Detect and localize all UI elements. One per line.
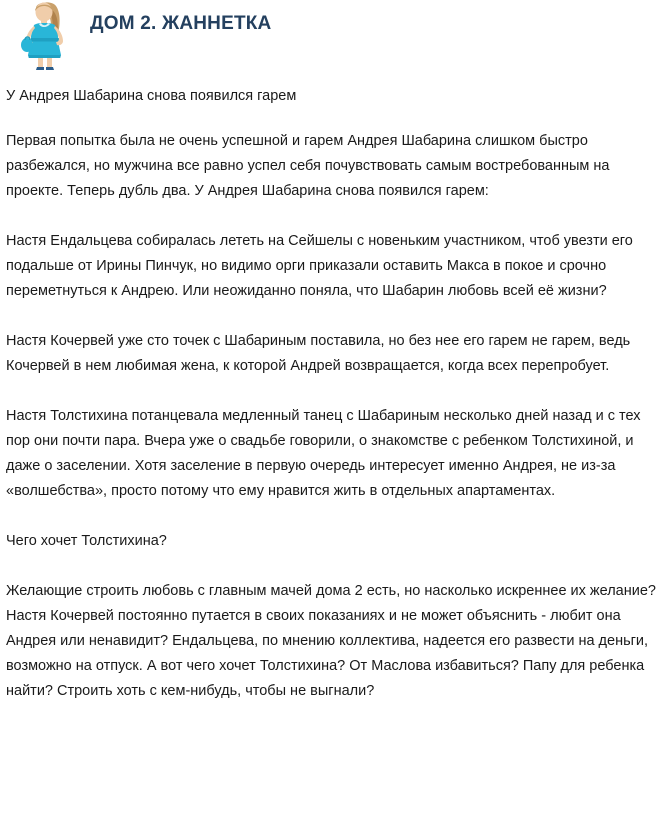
article [0,86,670,704]
site-title: ДОМ 2. ЖАННЕТКА [90,13,272,34]
article-paragraph: Первая попытка была не очень успешной и гарем Андрея Шабарина слишком быстро разбежался, но мужчина все равно успел себя почувствовать самым востребованным на проекте. Теперь дубль два. У Андрея Шабарина снова появился гарем: [6,133,610,200]
article-body [6,129,662,704]
article-paragraph: Настя Толстихина потанцевала медленный танец с Шабариным несколько дней назад и с тех пор они почти пара. Вчера уже о свадьбе говорили, о знакомстве с ребенком Толстихиной, и даже о заселении. Хотя заселение в первую очередь интересует именно Андрея, не из-за «волшебства», просто потому что ему нравится жить в отдельных апартаментах. [6,408,641,500]
site-header [0,0,670,72]
article-paragraph: Настя Кочервей уже сто точек с Шабариным поставила, но без нее его гарем не гарем, ведь Кочервей в нем любимая жена, к которой Андрей возвращается, когда всех перепробует. [6,333,631,375]
woman-in-turquoise-dress-logo [14,0,76,72]
article-headline: У Андрея Шабарина снова появился гарем [6,88,297,104]
article-paragraph: Настя Ендальцева собиралась лететь на Сейшелы с новеньким участником, чтоб увезти его подальше от Ирины Пинчук, но видимо орги приказали оставить Макса в покое и срочно переметнуться к Андрею. Или неожиданно поняла, что Шабарин любовь всей её жизни? [6,233,633,300]
article-paragraph: Чего хочет Толстихина? [6,533,167,550]
article-paragraph: Желающие строить любовь с главным мачей дома 2 есть, но насколько искреннее их желание? Настя Кочервей постоянно путается в своих показаниях и не может объяснить - любит она Андрея или ненавидит? Ендальцева, по мнению коллектива, надеется его развести на деньги, возможно на отпуск. А вот чего хочет Толстихина? От Маслова избавиться? Папу для ребенка найти? Строить хоть с кем-нибудь, чтобы не выгнали? [6,583,656,700]
